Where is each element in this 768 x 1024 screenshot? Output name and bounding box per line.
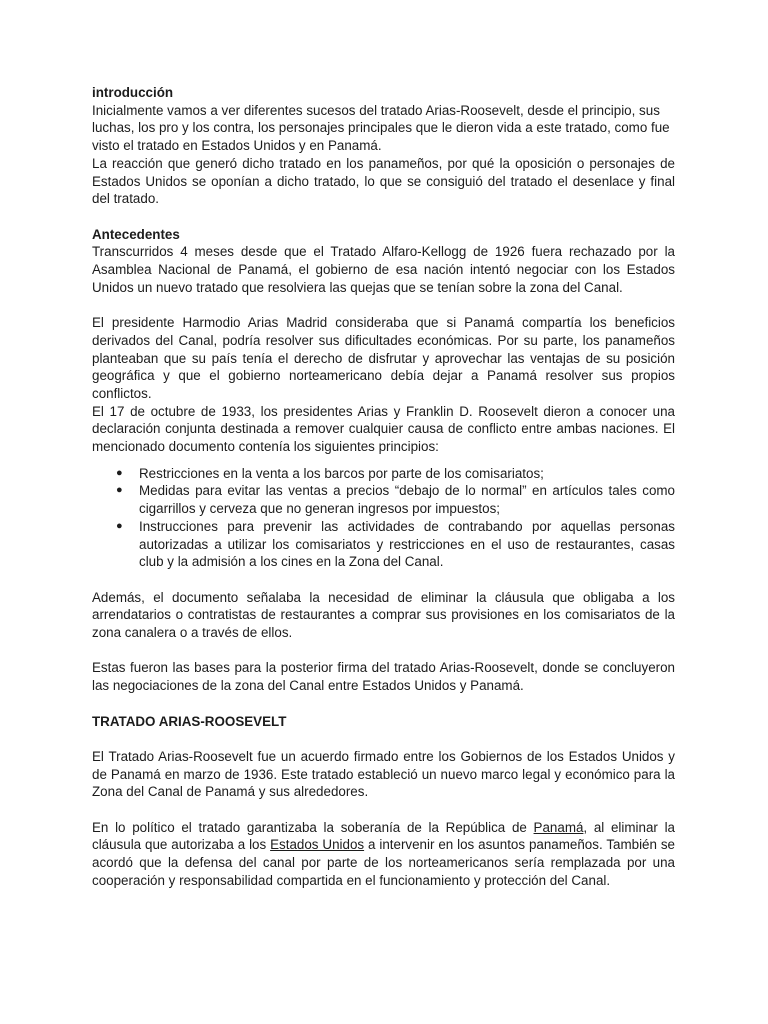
antecedentes-paragraph-4: Además, el documento señalaba la necesidad de eliminar la cláusula que obligaba a los arrendatarios o contratistas de restaurantes a comprar sus provisiones en los comisariatos de la zona canalera o a través de ellos. xyxy=(92,589,675,641)
estados-unidos-link[interactable]: Estados Unidos xyxy=(270,837,365,853)
tratado-paragraph-2-part-a: En lo político el tratado garantizaba la soberanía de la República de xyxy=(92,819,534,835)
panama-link[interactable]: Panamá xyxy=(533,819,584,835)
bullet-icon: ● xyxy=(116,466,123,479)
principles-list xyxy=(92,465,675,571)
antecedentes-paragraph-5: Estas fueron las bases para la posterior firma del tratado Arias-Roosevelt, donde se concluyeron las negociaciones de la zona del Canal entre Estados Unidos y Panamá. xyxy=(92,660,675,694)
tratado-paragraph-1: El Tratado Arias-Roosevelt fue un acuerdo firmado entre los Gobiernos de los Estados Unidos y de Panamá en marzo de 1936. Este tratado estableció un nuevo marco legal y económico para la Zona del Canal de Panamá y sus alrededores. xyxy=(92,748,675,800)
list-item xyxy=(92,465,675,483)
intro-paragraph-1: Inicialmente vamos a ver diferentes sucesos del tratado Arias-Roosevelt, desde el principio, sus luchas, los pro y los contra, los personajes principales que le dieron vida a este tratado, como fue visto el tratado en Estados Unidos y en Panamá. xyxy=(92,102,670,154)
antecedentes-heading: Antecedentes xyxy=(92,226,180,242)
tratado-paragraph-2-part-c: a intervenir en los asuntos panameños. También se acordó que la defensa del canal por parte de los norteamericanos sería remplazada por una cooperación y responsabilidad compartida en el funcionamiento y protección del Canal. xyxy=(92,837,675,888)
list-item-text: Restricciones en la venta a los barcos por parte de los comisariatos; xyxy=(139,465,544,481)
intro-heading: introducción xyxy=(92,85,174,100)
antecedentes-paragraph-2: El presidente Harmodio Arias Madrid consideraba que si Panamá compartía los beneficios derivados del Canal, podría resolver sus dificultades económicas. Por su parte, los panameños planteaban que su país tenía el derecho de disfrutar y aprovechar las ventajas de su posición geográfica y que el gobierno norteamericano debía dejar a Panamá resolver sus propios conflictos. xyxy=(92,315,675,401)
document-page xyxy=(92,84,675,890)
list-item xyxy=(92,518,675,571)
bullet-icon: ● xyxy=(116,484,123,497)
bullet-icon: ● xyxy=(116,519,123,532)
antecedentes-paragraph-1: Transcurridos 4 meses desde que el Tratado Alfaro-Kellogg de 1926 fuera rechazado por la Asamblea Nacional de Panamá, el gobierno de esa nación intentó negociar con los Estados Unidos un nuevo tratado que resolviera las quejas que se tenían sobre la zona del Canal. xyxy=(92,244,675,295)
intro-paragraph-2: La reacción que generó dicho tratado en los panameños, por qué la oposición o personajes de Estados Unidos se oponían a dicho tratado, lo que se consiguió del tratado el desenlace y final del tratado. xyxy=(92,155,675,207)
list-item xyxy=(92,482,675,517)
list-item-text: Instrucciones para prevenir las actividades de contrabando por aquellas personas autorizadas a utilizar los comisariatos y restricciones en el uso de restaurantes, casas club y la admisión a los cines en la Zona del Canal. xyxy=(139,518,675,570)
antecedentes-paragraph-3: El 17 de octubre de 1933, los presidentes Arias y Franklin D. Roosevelt dieron a conocer una declaración conjunta destinada a remover cualquier causa de conflicto entre ambas naciones. El mencionado documento contenía los siguientes principios: xyxy=(92,403,675,455)
tratado-paragraph-2-part-b: , al eliminar la cláusula que autorizaba a los xyxy=(92,819,675,853)
tratado-paragraph-2 xyxy=(92,819,675,890)
list-item-text: Medidas para evitar las ventas a precios “debajo de lo normal” en artículos tales como cigarrillos y cerveza que no generan ingresos por impuestos; xyxy=(139,483,675,517)
tratado-heading: TRATADO ARIAS-ROOSEVELT xyxy=(92,713,287,729)
